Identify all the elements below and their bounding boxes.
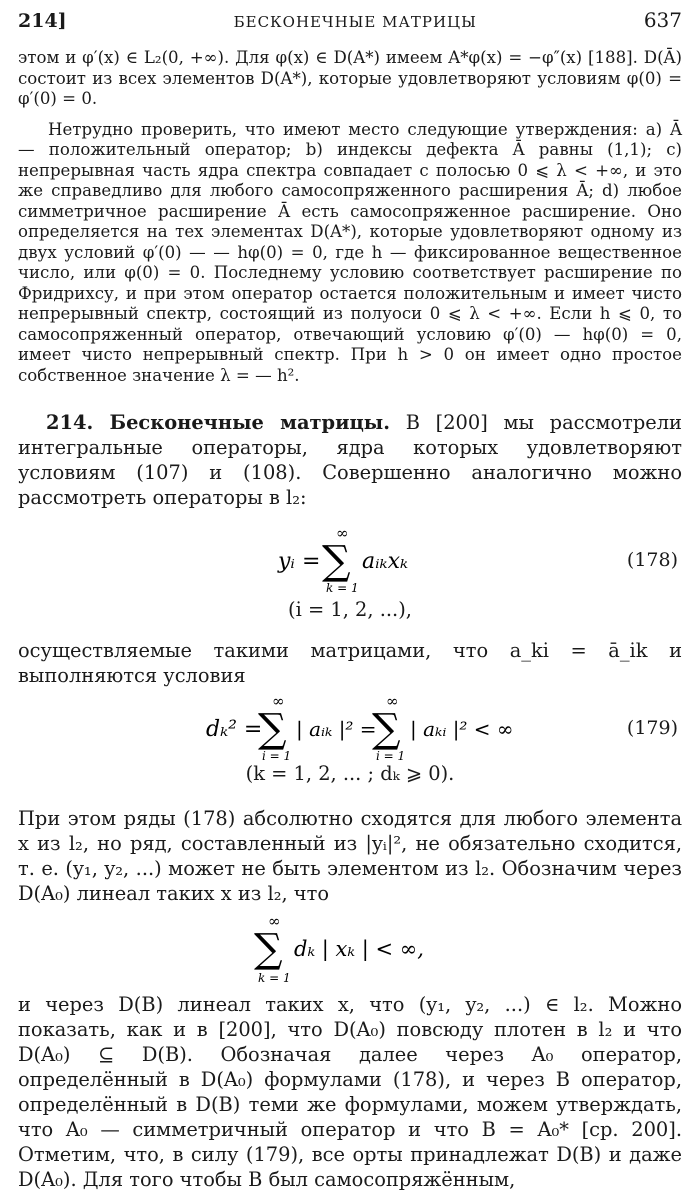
formula-179-condition: (k = 1, 2, ... ; dₖ ⩾ 0). (245, 762, 455, 785)
formula-178-render (250, 524, 450, 596)
section-intro-text: В [200] мы рассмотрели интегральные операторы, ядра которых удовлетворяют условиям (107) и (108). Совершенно аналогично можно рассмотреть операторы в l₂: (18, 411, 682, 509)
paragraph-5: и через D(B) линеал таких x, что (y₁, y₂, ...) ∈ l₂. Можно показать, как и в [200], что D(A₀) повсюду плотен в l₂ и что D(A₀) ⊆ D(B). Обозначая далее через A₀ оператор, определённый в D(A₀) формулами (178), и через B оператор, определённый в D(B) теми же формулами, можем утверждать, что A₀ — симметричный оператор и что B = A₀* [ср. 200]. Отметим, что, в силу (179), все орты принадлежат D(B) и даже D(A₀). Для того чтобы B был самосопряжённым, (18, 993, 682, 1191)
formula-178-sum-lower: k = 1 (326, 581, 359, 595)
formula-178 (18, 524, 682, 596)
paragraph-1: этом и φ′(x) ∈ L₂(0, +∞). Для φ(x) ∈ D(A*) имеем A*φ(x) = −φ″(x) [188]. D(Ā) состоит из всех элементов D(A*), которые удовлетворяют условиям φ(0) = φ′(0) = 0. (18, 48, 682, 108)
section-214-paragraph (18, 410, 682, 510)
sum-symbol-2: ∑ (372, 706, 401, 752)
page-number: 637 (643, 8, 682, 32)
paragraph-4: При этом ряды (178) абсолютно сходятся для любого элемента x из l₂, но ряд, составленный из |yᵢ|², не обязательно сходится, т. е. (y₁, y₂, ...) может не быть элементом из l₂. Обозначим через D(A₀) линеал таких x из l₂, что (18, 807, 682, 905)
formula-178-rhs: aᵢₖxₖ (362, 549, 408, 574)
formula-179-term2: | aₖᵢ |² < ∞ (410, 717, 514, 741)
sum-symbol-1: ∑ (258, 706, 287, 752)
formula-178-condition: (i = 1, 2, ...), (288, 598, 412, 621)
running-title: БЕСКОНЕЧНЫЕ МАТРИЦЫ (233, 13, 477, 31)
formula-179-render (200, 692, 514, 763)
section-heading: 214. Бесконечные матрицы. (46, 411, 390, 434)
formula-3-render (250, 912, 450, 986)
sum-symbol: ∑ (322, 538, 351, 584)
paragraph-3: осуществляемые такими матрицами, что a_ki = ā_ik и выполняются условия (18, 639, 682, 687)
formula-179-sum1-upper: ∞ (272, 692, 285, 710)
formula-179-sum1-lower: i = 1 (262, 749, 292, 763)
formula-179-sum2-upper: ∞ (386, 692, 399, 710)
svg-text:=: = (302, 549, 321, 574)
formula-3-sum-lower: k = 1 (258, 971, 291, 985)
formula-sum-dk-xk (18, 912, 682, 986)
formula-3-term: dₖ | xₖ | < ∞, (294, 937, 424, 961)
formula-179 (18, 694, 682, 762)
formula-179-sum2-lower: i = 1 (376, 749, 406, 763)
page-header (18, 8, 682, 48)
formula-179-term1: | aᵢₖ |² = (296, 717, 377, 741)
formula-3-sum-upper: ∞ (268, 912, 281, 930)
formula-179-lhs: dₖ² = (206, 717, 263, 742)
equation-number-179: (179) (626, 717, 678, 739)
equation-number-178: (178) (626, 549, 678, 571)
formula-178-lhs: yᵢ (278, 549, 295, 574)
paragraph-2: Нетрудно проверить, что имеют место следующие утверждения: a) Ā — положительный оператор; b) индексы дефекта Ā равны (1,1); c) непрерывная часть ядра спектра совпадает с полосью 0 ⩽ λ < +∞, и это же справедливо для любого самосопряженного расширения Ā; d) любое симметричное расширение Ā есть самосопряженное расширение. Оно определяется на тех элементах D(A*), которые удовлетворяют одному из двух условий φ′(0) — — hφ(0) = 0, где h — фиксированное вещественное число, или φ(0) = 0. Последнему условию соответствует расширение по Фридрихсу, и при этом оператор остается положительным и имеет чисто непрерывный спектр, состоящий из полуоси 0 ⩽ λ < +∞. Если h ⩽ 0, то самосопряженный оператор, отвечающий условию φ′(0) — hφ(0) = 0, имеет чисто непрерывный спектр. При h > 0 он имеет одно простое собственное значение λ = — h². (18, 119, 682, 385)
formula-178-sum-upper: ∞ (336, 524, 349, 542)
section-label: 214] (18, 10, 67, 32)
sum-symbol-3: ∑ (254, 926, 283, 972)
